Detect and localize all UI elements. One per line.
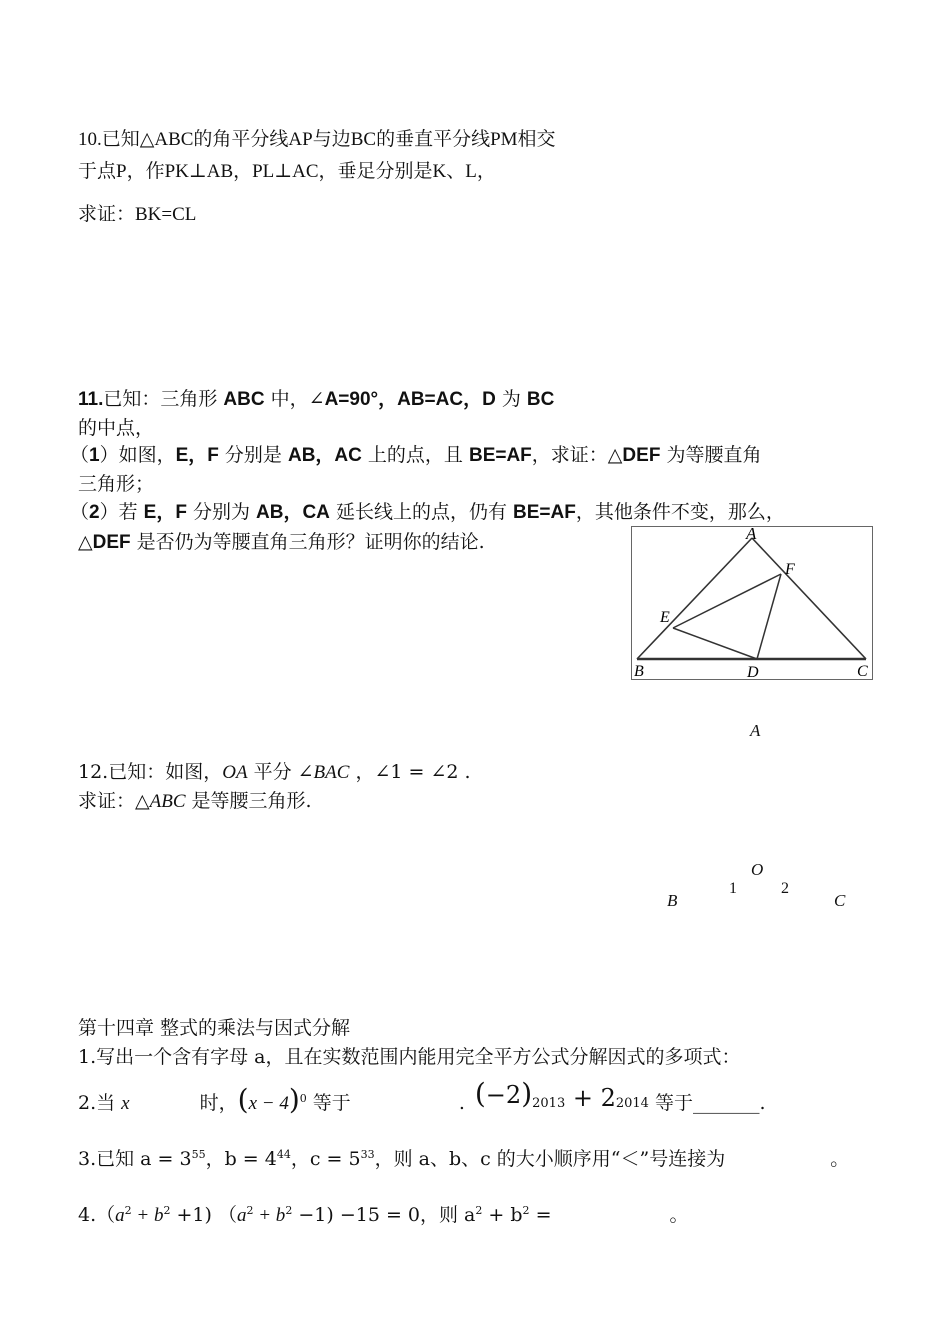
q11-line1 <box>78 387 554 412</box>
q11-bold: A=90°，AB=AC，D <box>324 389 496 410</box>
fig12-label-b: B <box>667 891 678 910</box>
q11-part1 <box>70 443 761 468</box>
q4-expr: a <box>115 1205 125 1226</box>
q3-text: 3.已知 <box>78 1148 141 1170</box>
ch14-q2 <box>78 1077 766 1118</box>
q11-text: 为等腰直角 <box>660 444 762 466</box>
q11-text: ，其他条件不变，那么， <box>575 501 785 523</box>
exponent: 2014 <box>615 1096 649 1111</box>
q10-line1: 10.已知△ABC的角平分线AP与边BC的垂直平分线PM相交 <box>78 129 556 150</box>
q11-line6 <box>78 530 485 555</box>
label-a: A <box>746 526 757 543</box>
q11-text: 是否仍为等腰直角三角形？证明你的结论. <box>130 531 485 553</box>
q2-text: 等于 <box>306 1092 351 1114</box>
exponent: 2 <box>124 1204 132 1217</box>
fig12-label-a: A <box>750 721 761 740</box>
triangle-symbol: △ <box>78 531 93 553</box>
segment-ac <box>752 538 866 659</box>
q12-text: 12.已知：如图， <box>78 761 223 783</box>
q4-expr: + b <box>131 1205 164 1226</box>
fig12-label-2: 2 <box>781 880 789 897</box>
exponent: 44 <box>276 1148 291 1161</box>
exponent: 2 <box>246 1204 254 1217</box>
exponent: 2 <box>163 1204 171 1217</box>
q11-bold: AB，AC <box>287 445 362 466</box>
q2-expr: + 2 <box>565 1084 616 1112</box>
q11-line4: 三角形； <box>78 473 155 495</box>
q12-text: 求证：△ <box>78 790 150 812</box>
q4-text: 。 <box>669 1204 689 1226</box>
q11-text: 为 <box>495 388 527 410</box>
paren: （ <box>70 444 90 466</box>
q3-text: ，则 a、b、c 的大小顺序用“＜”号连接为 <box>374 1148 726 1170</box>
q12-text: 平分 ∠ <box>247 761 314 783</box>
q11-number: 11. <box>78 389 104 410</box>
segment-ef <box>673 574 781 628</box>
label-c: C <box>857 663 868 680</box>
q10-line2: 于点P，作PK⊥AB，PL⊥AC，垂足分别是K、L， <box>78 161 496 182</box>
q2-text: 等于_______. <box>648 1092 766 1114</box>
q3-expr: ，c = 5 <box>290 1148 361 1170</box>
ch14-q1: 1.写出一个含有字母 a，且在实数范围内能用完全平方公式分解因式的多项式： <box>78 1046 741 1068</box>
label-b: B <box>634 663 644 680</box>
segment-ab <box>637 538 752 659</box>
q2-text: 2.当 <box>78 1092 122 1114</box>
segment-fd <box>757 574 781 659</box>
q4-expr: + b <box>482 1204 523 1226</box>
chapter-title: 第十四章 整式的乘法与因式分解 <box>78 1017 351 1039</box>
triangle-figure <box>631 526 874 682</box>
q2-text: 时， <box>199 1092 238 1114</box>
q11-bold: DEF <box>622 445 661 466</box>
label-e: E <box>660 609 670 626</box>
part-number: 2 <box>89 502 100 523</box>
fig12-label-c: C <box>834 891 846 910</box>
q11-bold: DEF <box>92 532 131 553</box>
fig12-label-1: 1 <box>729 880 737 897</box>
exponent: 33 <box>360 1148 375 1161</box>
label-d: D <box>747 664 759 681</box>
exponent: 0 <box>299 1092 307 1105</box>
q3-expr: ，b = 4 <box>205 1148 277 1170</box>
q3-expr: a = 3 <box>140 1148 192 1170</box>
part-number: 1 <box>89 445 100 466</box>
q12-italic: ABC <box>149 791 186 812</box>
q11-bold: ABC <box>223 389 265 410</box>
paren: ) <box>288 1083 300 1116</box>
q11-part2 <box>70 500 785 525</box>
q10-line3: 求证：BK=CL <box>78 204 197 225</box>
exponent: 2013 <box>532 1096 566 1111</box>
q12-line2 <box>78 789 312 814</box>
q4-expr: +1) （ <box>170 1204 237 1226</box>
paren: ( <box>237 1083 249 1116</box>
q4-expr: + b <box>253 1205 286 1226</box>
segment-ed <box>673 628 757 659</box>
q2-neg2: −2 <box>485 1081 522 1109</box>
q4-expr: −1) −15 = 0，则 a <box>292 1204 476 1226</box>
q2-text: . <box>458 1092 465 1114</box>
q2-expr: x − 4 <box>248 1093 289 1114</box>
paren: （ <box>70 501 90 523</box>
q11-text: 延长线上的点，仍有 <box>329 501 513 523</box>
q11-line2: 的中点， <box>78 417 155 439</box>
q11-text: 分别是 <box>218 444 288 466</box>
q12-italic: OA <box>222 762 248 783</box>
q11-bold: BE=AF <box>513 502 576 523</box>
fig12-label-o: O <box>751 860 764 879</box>
q12-italic: BAC <box>313 762 350 783</box>
q4-expr: a <box>236 1205 247 1226</box>
q11-text: ，求证：△ <box>531 444 623 466</box>
exponent: 2 <box>475 1204 483 1217</box>
ch14-q4 <box>78 1203 689 1230</box>
q11-bold: AB，CA <box>256 502 330 523</box>
q11-text: ）如图， <box>99 444 176 466</box>
q11-text: 中，∠ <box>264 388 325 410</box>
paren: ) <box>521 1077 533 1110</box>
q11-bold: BC <box>526 389 555 410</box>
q12-text: 是等腰三角形. <box>185 790 312 812</box>
q11-bold: E，F <box>175 445 219 466</box>
q11-bold: E，F <box>143 502 187 523</box>
exponent: 55 <box>191 1148 206 1161</box>
q12-text: ，∠1 = ∠2 . <box>349 761 471 783</box>
q11-text: ）若 <box>99 501 144 523</box>
q11-text: 分别为 <box>186 501 257 523</box>
q11-text: 上的点，且 <box>361 444 469 466</box>
q4-text: 4.（ <box>78 1204 116 1226</box>
q11-text: 已知：三角形 <box>103 388 224 410</box>
q12-line1 <box>78 760 471 785</box>
exponent: 2 <box>285 1204 293 1217</box>
q3-text: 。 <box>830 1148 850 1170</box>
paren: ( <box>474 1077 486 1110</box>
ch14-q3 <box>78 1147 849 1174</box>
exponent: 2 <box>522 1204 530 1217</box>
label-f: F <box>785 561 795 578</box>
q4-expr: = <box>529 1204 552 1226</box>
q2-var-x: x <box>121 1093 130 1114</box>
q11-bold: BE=AF <box>468 445 532 466</box>
